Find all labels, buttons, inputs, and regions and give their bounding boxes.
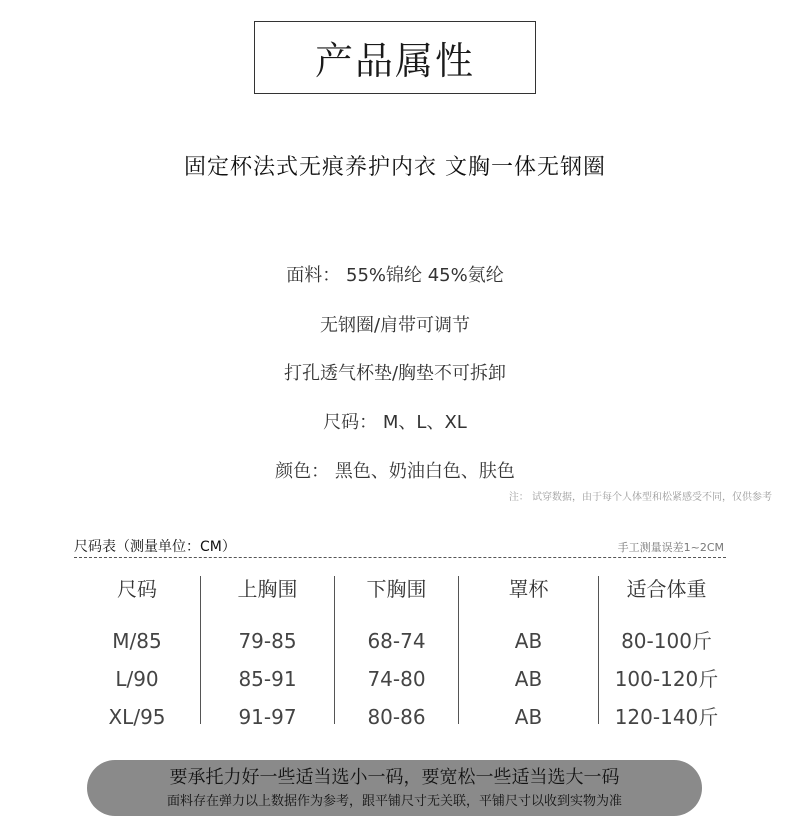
table-cell: 85-91 bbox=[238, 667, 297, 691]
table-cell: 68-74 bbox=[367, 629, 426, 653]
product-subtitle: 固定杯法式无痕养护内衣 文胸一体无钢圈 bbox=[184, 155, 606, 180]
column-header: 适合体重 bbox=[626, 577, 707, 601]
size-table-heading: 尺码表（测量单位：CM） bbox=[74, 539, 236, 555]
table-cell: AB bbox=[514, 667, 543, 691]
column-header: 罩杯 bbox=[508, 577, 549, 601]
table-cell: AB bbox=[514, 629, 543, 653]
attr-pad: 打孔透气杯垫/胸垫不可拆卸 bbox=[283, 363, 507, 384]
table-cell: XL/95 bbox=[108, 705, 166, 729]
sizing-tip-detail: 面料存在弹力以上数据作为参考，跟平铺尺寸无关联，平铺尺寸以收到实物为准 bbox=[166, 794, 622, 809]
cup-column bbox=[459, 576, 599, 729]
dashed-divider bbox=[74, 557, 726, 558]
size-table bbox=[74, 576, 726, 729]
column-header: 下胸围 bbox=[366, 577, 427, 601]
table-cell: M/85 bbox=[112, 629, 162, 653]
table-cell: 120-140斤 bbox=[614, 705, 719, 729]
table-cell: AB bbox=[514, 705, 543, 729]
attr-wire: 无钢圈/肩带可调节 bbox=[319, 315, 471, 336]
sizing-tip-main: 要承托力好一些适当选小一码，要宽松一些适当选大一码 bbox=[169, 767, 620, 788]
table-cell: 80-100斤 bbox=[621, 629, 712, 653]
under-bust-column bbox=[335, 576, 459, 729]
attr-color: 颜色： 黑色、奶油白色、肤色 bbox=[275, 461, 515, 482]
table-cell: 100-120斤 bbox=[614, 667, 719, 691]
sizing-tip-banner bbox=[87, 760, 702, 816]
page-title: 产品属性 bbox=[254, 21, 536, 94]
table-cell: 74-80 bbox=[367, 667, 426, 691]
table-cell: 80-86 bbox=[367, 705, 426, 729]
column-header: 尺码 bbox=[117, 577, 157, 601]
attr-size: 尺码： M、L、XL bbox=[323, 412, 467, 433]
size-column bbox=[74, 576, 201, 729]
attr-fabric: 面料： 55%锦纶 45%氨纶 bbox=[286, 265, 504, 286]
column-header: 上胸围 bbox=[237, 577, 298, 601]
measure-error-note: 手工测量误差1~2CM bbox=[617, 541, 724, 554]
fit-note: 注： 试穿数据，由于每个人体型和松紧感受不同，仅供参考 bbox=[508, 492, 772, 503]
table-cell: 91-97 bbox=[238, 705, 297, 729]
weight-column bbox=[599, 576, 734, 729]
upper-bust-column bbox=[201, 576, 335, 729]
table-cell: 79-85 bbox=[238, 629, 297, 653]
table-cell: L/90 bbox=[115, 667, 159, 691]
